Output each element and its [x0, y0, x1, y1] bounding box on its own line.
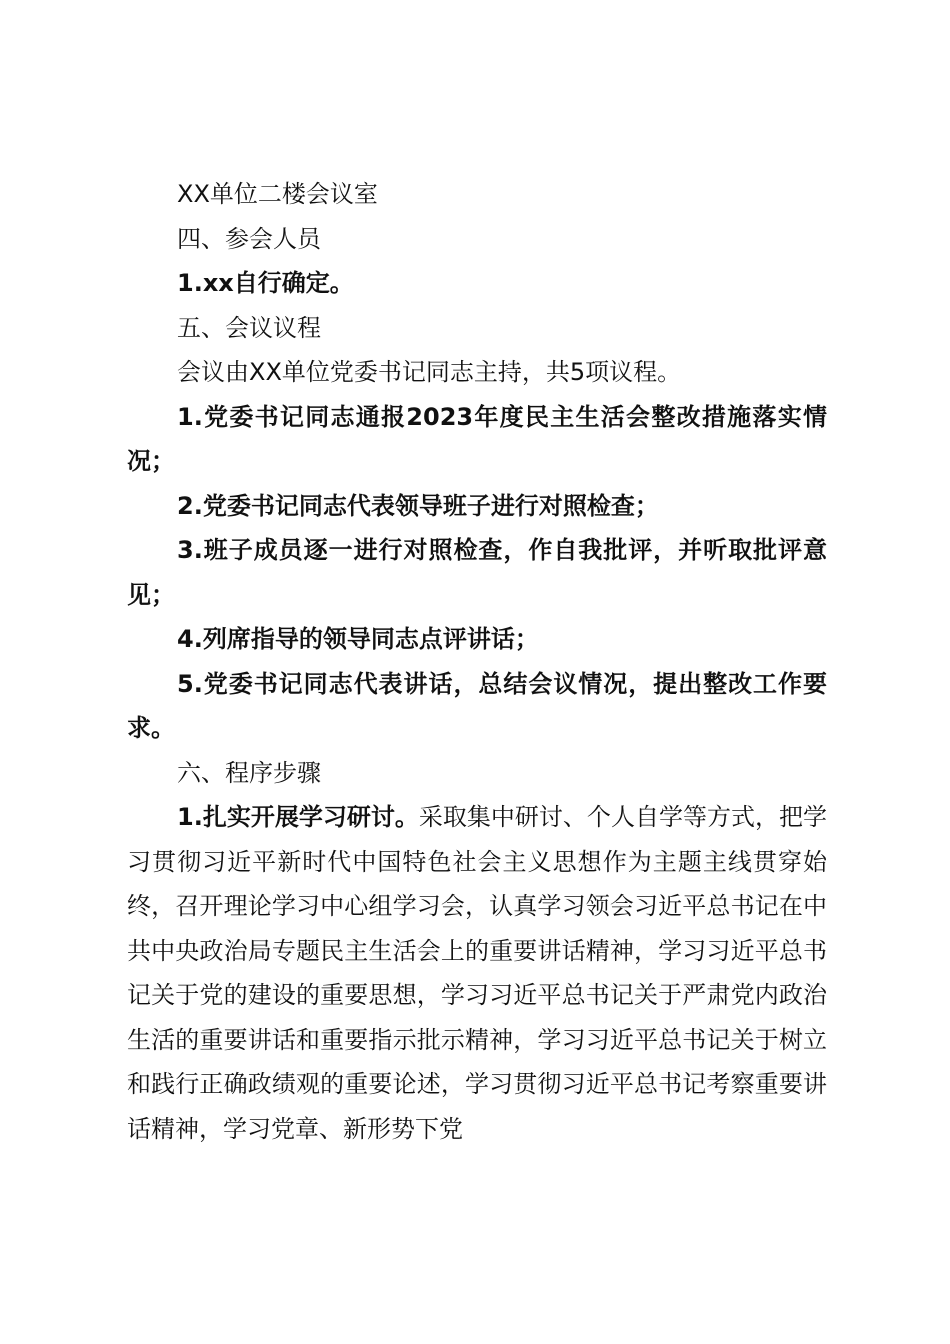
- paragraph-venue: XX单位二楼会议室: [177, 180, 378, 208]
- agenda-item-2: 2.党委书记同志代表领导班子进行对照检查；: [177, 491, 659, 520]
- heading-attendees: 四、参会人员: [177, 224, 321, 253]
- paragraph-procedure-step-1: [127, 795, 827, 1151]
- procedure-step-1-lead: 1.扎实开展学习研讨。: [177, 803, 419, 831]
- agenda-item-5: 5.党委书记同志代表讲话，总结会议情况，提出整改工作要求。: [127, 669, 827, 742]
- document-body: [127, 172, 827, 1151]
- paragraph-attendees-item: 1.xx自行确定。: [177, 269, 354, 297]
- agenda-item-1: 1.党委书记同志通报2023年度民主生活会整改措施落实情况；: [127, 402, 827, 475]
- agenda-item-4: 4.列席指导的领导同志点评讲话；: [177, 625, 539, 653]
- heading-agenda: 五、会议议程: [177, 313, 321, 342]
- heading-procedure: 六、程序步骤: [177, 758, 321, 787]
- procedure-step-1-body: 采取集中研讨、个人自学等方式，把学习贯彻习近平新时代中国特色社会主义思想作为主题主线贯穿始终，召开理论学习中心组学习会，认真学习领会习近平总书记在中共中央政治局专题民主生活会上的重要讲话精神，学习习近平总书记关于党的建设的重要思想，学习习近平总书记关于严肃党内政治生活的重要讲话和重要指示批示精神，学习习近平总书记关于树立和践行正确政绩观的重要论述，学习贯彻习近平总书记考察重要讲话精神，学习党章、新形势下党: [127, 803, 827, 1143]
- agenda-item-3: 3.班子成员逐一进行对照检查，作自我批评，并听取批评意见；: [127, 536, 827, 609]
- paragraph-agenda-intro: 会议由XX单位党委书记同志主持，共5项议程。: [177, 358, 682, 386]
